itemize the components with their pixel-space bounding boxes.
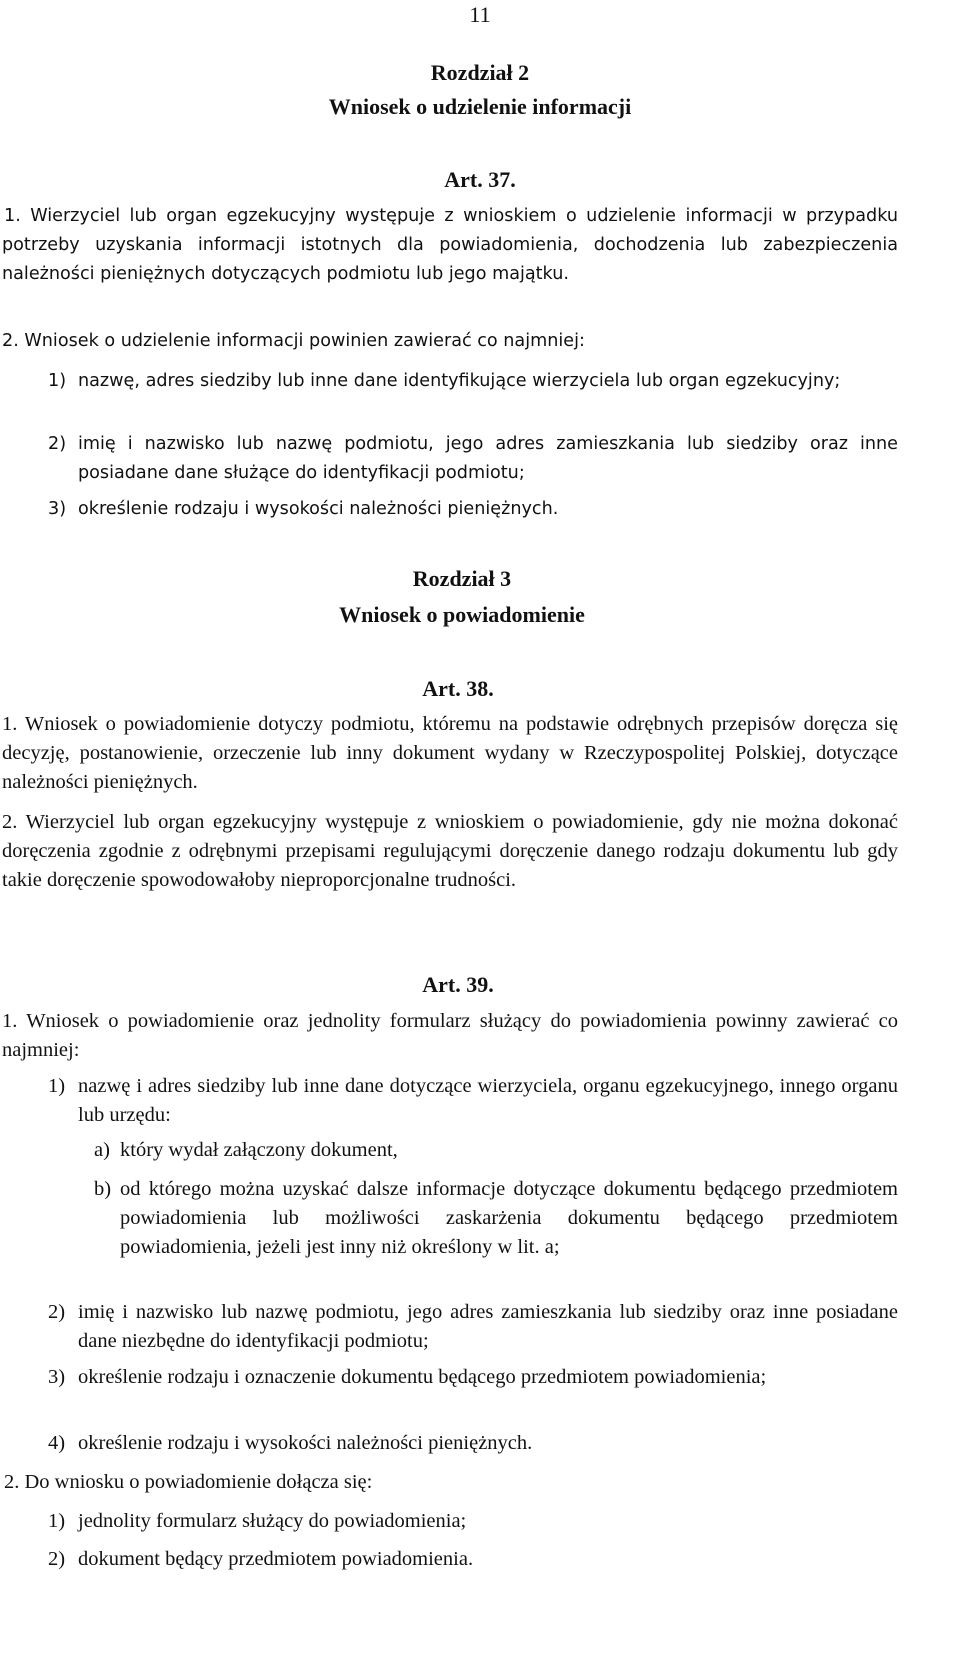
item-text: nazwę i adres siedziby lub inne dane dotyczące wierzyciela, organu egzekucyjnego, innego organu lub urzędu: [78, 1075, 898, 1126]
art39-item-1-b [94, 1175, 898, 1262]
art39-item-3 [48, 1363, 898, 1392]
art39-p2-item-2 [48, 1545, 898, 1574]
chapter-2-title: Rozdział 2 [430, 60, 530, 85]
item-text: dokument będący przedmiotem powiadomienia. [78, 1548, 474, 1570]
item-letter: b) [94, 1178, 112, 1200]
art37-item-1 [48, 367, 898, 396]
art37-paragraph-1: 1. Wierzyciel lub organ egzekucyjny występuje z wnioskiem o udzielenie informacji w przypadku potrzeby uzyskania informacji istotnych dla powiadomienia, dochodzenia lub zabezpieczenia należności pieniężnych dotyczących podmiotu lub jego majątku. [2, 206, 898, 284]
art38-paragraph-1: 1. Wniosek o powiadomienie dotyczy podmiotu, któremu na podstawie odrębnych przepisów doręcza się decyzję, postanowienie, orzeczenie lub inny dokument wydany w Rzeczypospolitej Polskiej, dotyczące należności pieniężnych. [2, 713, 898, 793]
item-number: 1) [48, 1075, 66, 1097]
chapter-3-title: Rozdział 3 [412, 566, 512, 591]
page-number: 11 [469, 2, 491, 27]
art39-p2-item-1 [48, 1507, 898, 1536]
chapter-3-subtitle: Wniosek o powiadomienie [339, 602, 585, 627]
item-text: imię i nazwisko lub nazwę podmiotu, jego adres zamieszkania lub siedziby oraz inne posiadane dane służące do identyfikacji podmiotu; [78, 434, 898, 483]
art39-paragraph-1: 1. Wniosek o powiadomienie oraz jednolity formularz służący do powiadomienia powinny zawierać co najmniej: [2, 1010, 898, 1061]
item-text: określenie rodzaju i wysokości należności pieniężnych. [78, 1432, 533, 1454]
article-38-heading: Art. 38. [422, 676, 494, 701]
item-text: imię i nazwisko lub nazwę podmiotu, jego adres zamieszkania lub siedziby oraz inne posiadane dane niezbędne do identyfikacji podmiotu; [78, 1301, 898, 1352]
art39-item-1-a [94, 1136, 898, 1165]
item-text: od którego można uzyskać dalsze informacje dotyczące dokumentu będącego przedmiotem powiadomienia lub możliwości zaskarżenia dokumentu będącego przedmiotem powiadomienia, jeżeli jest inny niż określony w lit. a; [120, 1178, 898, 1258]
art37-item-3 [48, 495, 898, 524]
chapter-2-subtitle: Wniosek o udzielenie informacji [328, 94, 632, 119]
item-text: jednolity formularz służący do powiadomienia; [78, 1510, 467, 1532]
article-39-heading: Art. 39. [422, 972, 494, 997]
item-letter: a) [94, 1139, 110, 1161]
item-number: 3) [48, 499, 67, 519]
item-text: określenie rodzaju i oznaczenie dokumentu będącego przedmiotem powiadomienia; [78, 1366, 767, 1388]
art37-item-2 [48, 430, 898, 488]
art37-paragraph-2: 2. Wniosek o udzielenie informacji powinien zawierać co najmniej: [2, 331, 585, 351]
item-number: 2) [48, 434, 67, 454]
art39-paragraph-2: 2. Do wniosku o powiadomienie dołącza się: [4, 1471, 373, 1493]
art39-item-2 [48, 1298, 898, 1356]
item-text: nazwę, adres siedziby lub inne dane identyfikujące wierzyciela lub organ egzekucyjny; [78, 371, 841, 391]
art39-item-4 [48, 1429, 898, 1458]
item-number: 3) [48, 1366, 66, 1388]
article-37-heading: Art. 37. [444, 167, 516, 192]
item-number: 4) [48, 1432, 66, 1454]
art39-item-1 [48, 1072, 898, 1130]
item-text: który wydał załączony dokument, [120, 1139, 398, 1161]
item-number: 2) [48, 1548, 66, 1570]
item-number: 1) [48, 371, 67, 391]
item-number: 2) [48, 1301, 66, 1323]
item-number: 1) [48, 1510, 66, 1532]
item-text: określenie rodzaju i wysokości należności pieniężnych. [78, 499, 559, 519]
art38-paragraph-2: 2. Wierzyciel lub organ egzekucyjny występuje z wnioskiem o powiadomienie, gdy nie można dokonać doręczenia zgodnie z odrębnymi przepisami regulującymi doręczenie danego rodzaju dokumentu lub gdy takie doręczenie spowodowałoby nieproporcjonalne trudności. [2, 811, 898, 891]
